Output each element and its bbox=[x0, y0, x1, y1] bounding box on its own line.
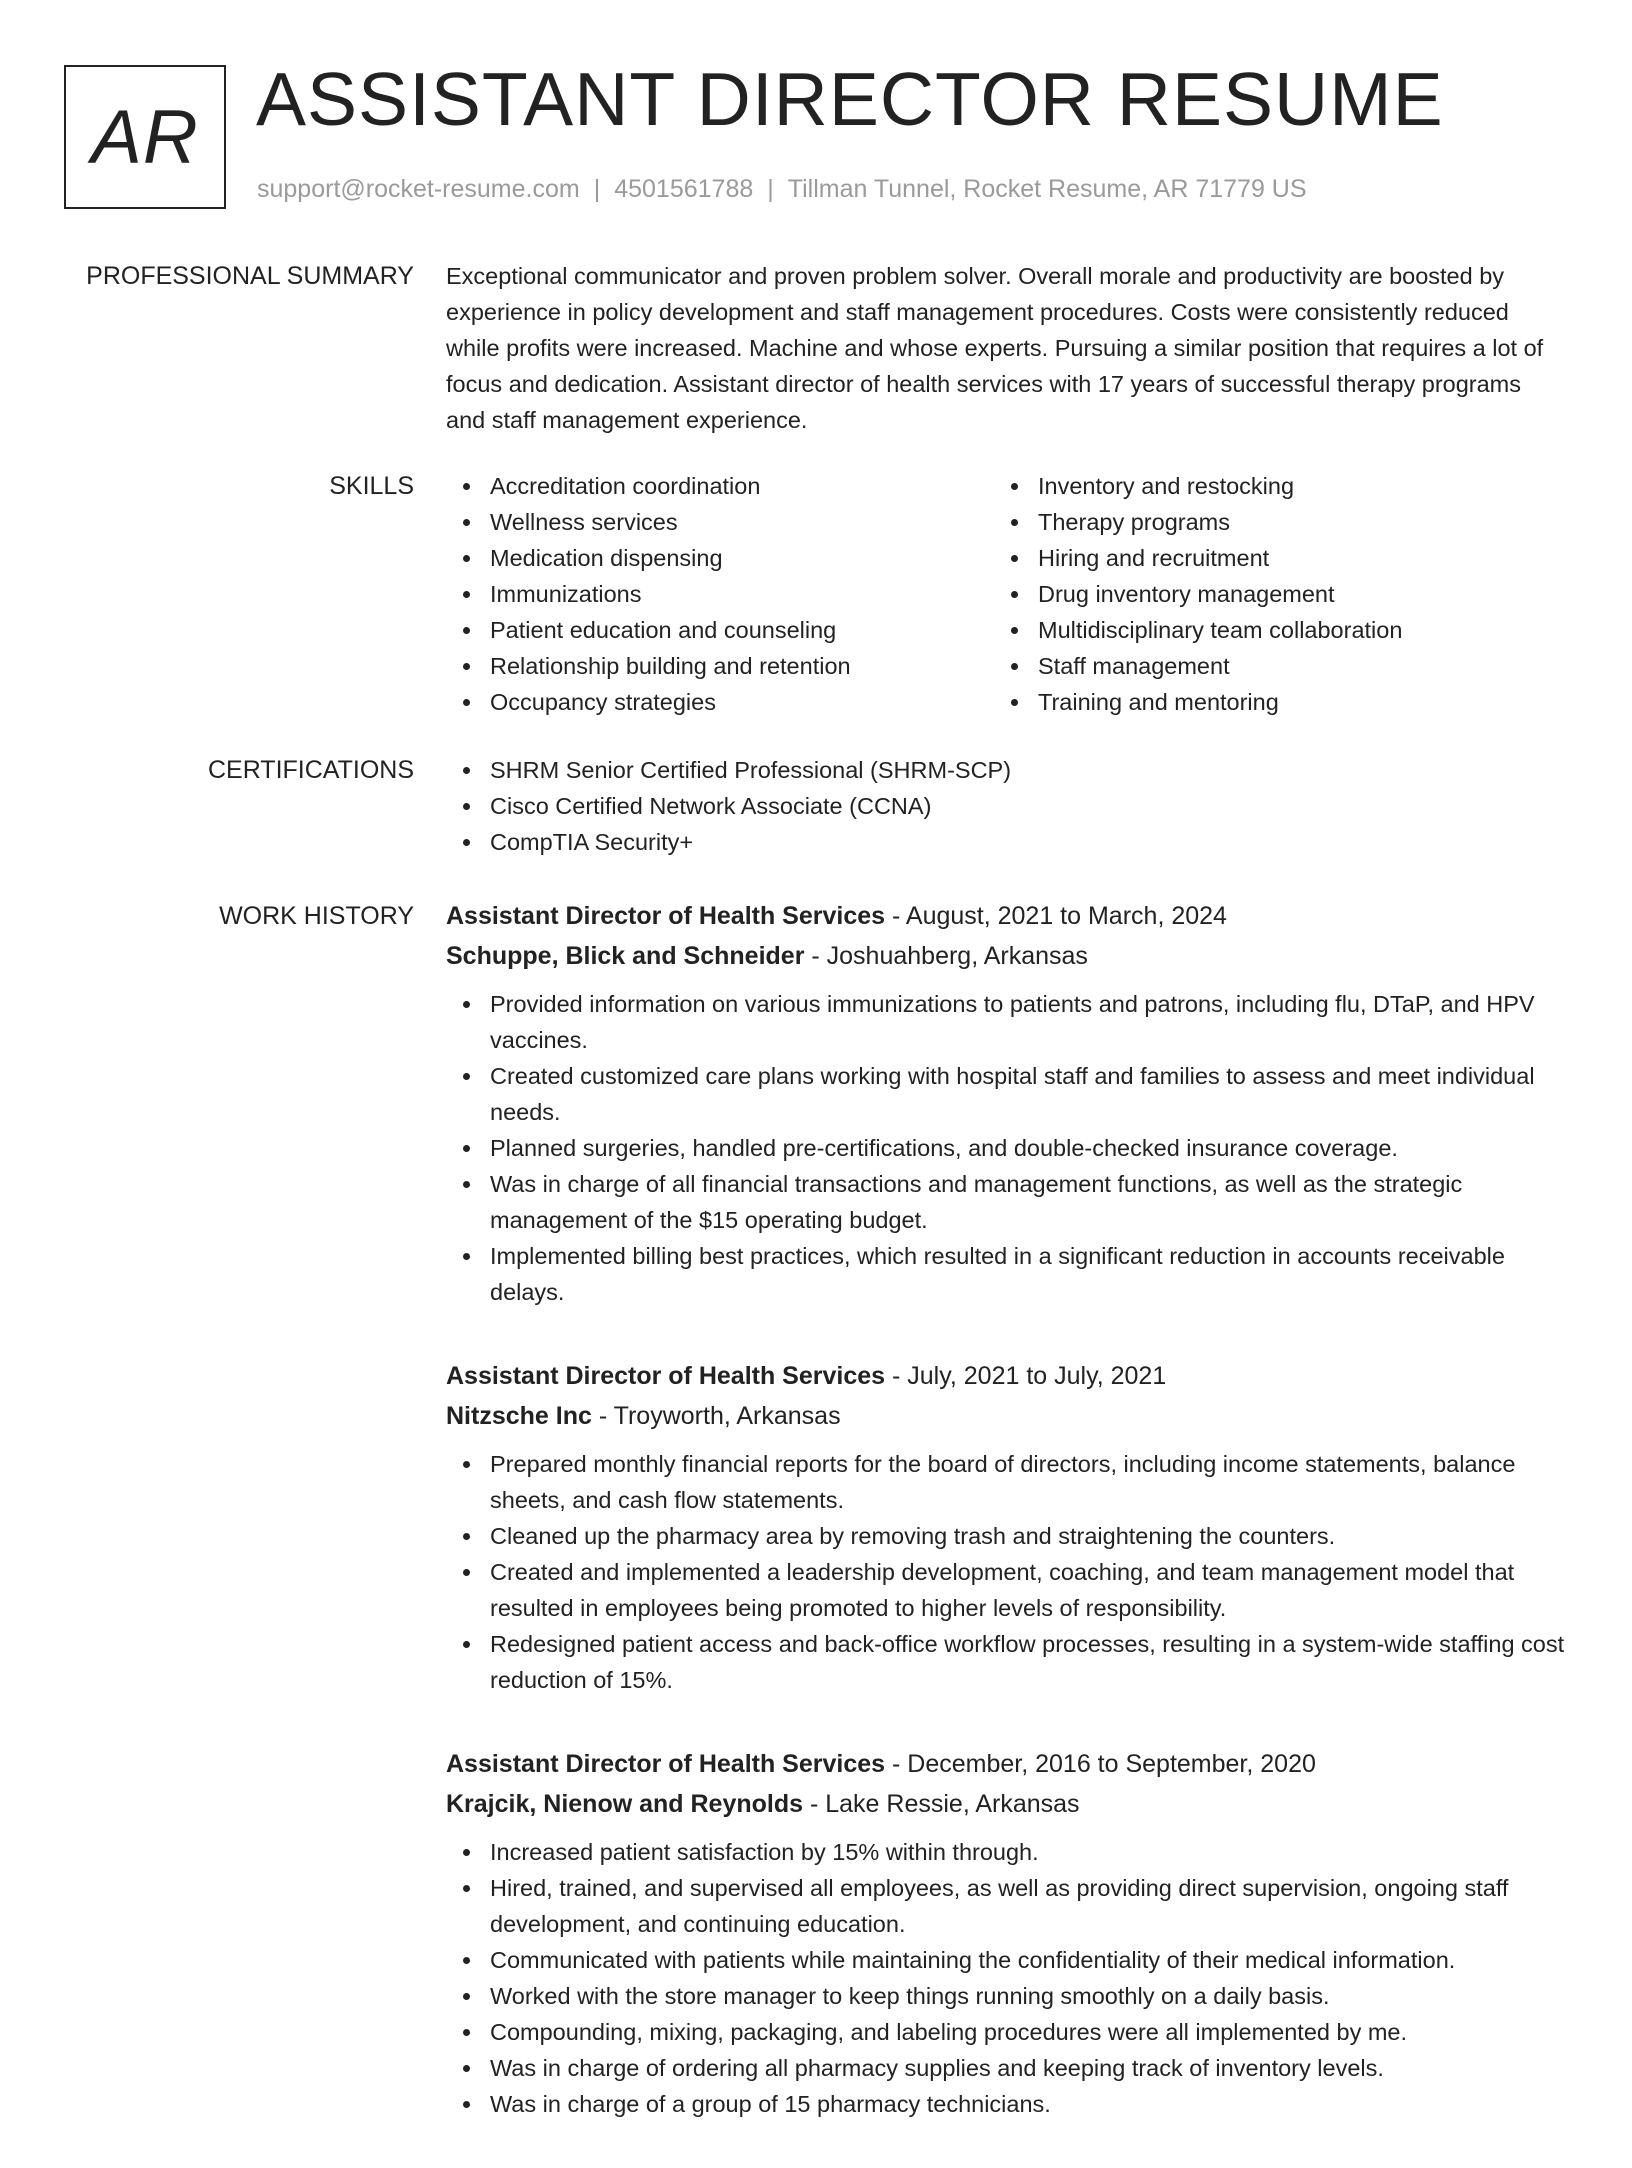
section-heading-summary: PROFESSIONAL SUMMARY bbox=[86, 262, 414, 290]
job-company-line bbox=[446, 936, 1566, 976]
job-company: Nitzsche Inc bbox=[446, 1402, 592, 1430]
job-title-line bbox=[446, 1744, 1566, 1784]
skills-columns bbox=[446, 468, 1566, 720]
section-heading-skills: SKILLS bbox=[329, 472, 414, 500]
job-bullets bbox=[446, 1446, 1566, 1698]
skill-item: Relationship building and retention bbox=[446, 648, 994, 684]
skill-item: Immunizations bbox=[446, 576, 994, 612]
job-entry bbox=[446, 896, 1566, 1310]
job-bullet: Created customized care plans working with hospital staff and families to assess and meet individual needs. bbox=[446, 1058, 1566, 1130]
job-bullet: Prepared monthly financial reports for the board of directors, including income statements, balance sheets, and cash flow statements. bbox=[446, 1446, 1566, 1518]
job-bullet: Worked with the store manager to keep things running smoothly on a daily basis. bbox=[446, 1978, 1566, 2014]
job-bullet: Hired, trained, and supervised all employees, as well as providing direct supervision, ongoing staff development, and continuing education. bbox=[446, 1870, 1566, 1942]
contact-separator: | bbox=[593, 175, 601, 203]
job-title-line bbox=[446, 896, 1566, 936]
skill-item: Therapy programs bbox=[994, 504, 1542, 540]
skills-list-left bbox=[446, 468, 994, 720]
section-heading-certifications: CERTIFICATIONS bbox=[207, 756, 414, 784]
job-bullet: Cleaned up the pharmacy area by removing trash and straightening the counters. bbox=[446, 1518, 1566, 1554]
monogram-logo: AR bbox=[64, 65, 226, 209]
job-bullet: Was in charge of a group of 15 pharmacy technicians. bbox=[446, 2086, 1566, 2122]
job-location: - Troyworth, Arkansas bbox=[591, 1402, 841, 1430]
skill-item: Multidisciplinary team collaboration bbox=[994, 612, 1542, 648]
work-history-body bbox=[446, 896, 1566, 2168]
job-company: Schuppe, Blick and Schneider bbox=[446, 942, 805, 970]
skill-item: Medication dispensing bbox=[446, 540, 994, 576]
skill-item: Patient education and counseling bbox=[446, 612, 994, 648]
job-bullet: Planned surgeries, handled pre-certifications, and double-checked insurance coverage. bbox=[446, 1130, 1566, 1166]
job-bullet: Created and implemented a leadership development, coaching, and team management model that resulted in employees being promoted to higher levels of responsibility. bbox=[446, 1554, 1566, 1626]
job-title-line bbox=[446, 1356, 1566, 1396]
job-dates: - August, 2021 to March, 2024 bbox=[885, 902, 1227, 930]
job-dates: - July, 2021 to July, 2021 bbox=[885, 1362, 1167, 1390]
certifications-list bbox=[446, 752, 1566, 860]
job-location: - Joshuahberg, Arkansas bbox=[804, 942, 1088, 970]
contact-address: Tillman Tunnel, Rocket Resume, AR 71779 US bbox=[787, 175, 1307, 203]
job-bullet: Redesigned patient access and back-office workflow processes, resulting in a system-wide staffing cost reduction of 15%. bbox=[446, 1626, 1566, 1698]
job-bullets bbox=[446, 1834, 1566, 2122]
job-dates: - December, 2016 to September, 2020 bbox=[885, 1750, 1316, 1778]
skills-list-right bbox=[994, 468, 1542, 720]
job-company: Krajcik, Nienow and Reynolds bbox=[446, 1790, 804, 1818]
skill-item: Inventory and restocking bbox=[994, 468, 1542, 504]
skill-item: Drug inventory management bbox=[994, 576, 1542, 612]
job-bullets bbox=[446, 986, 1566, 1310]
job-bullet: Was in charge of all financial transactions and management functions, as well as the strategic management of the $15 operating budget. bbox=[446, 1166, 1566, 1238]
job-title: Assistant Director of Health Services bbox=[446, 1750, 886, 1778]
contact-email[interactable]: support@rocket-resume.com bbox=[257, 175, 580, 203]
job-location: - Lake Ressie, Arkansas bbox=[803, 1790, 1080, 1818]
contact-phone[interactable]: 4501561788 bbox=[614, 175, 754, 203]
certification-item: Cisco Certified Network Associate (CCNA) bbox=[446, 788, 1566, 824]
contact-separator: | bbox=[767, 175, 774, 203]
job-bullet: Communicated with patients while maintaining the confidentiality of their medical information. bbox=[446, 1942, 1566, 1978]
skill-item: Wellness services bbox=[446, 504, 994, 540]
job-company-line bbox=[446, 1396, 1566, 1436]
certification-item: CompTIA Security+ bbox=[446, 824, 1566, 860]
skill-item: Accreditation coordination bbox=[446, 468, 994, 504]
job-bullet: Compounding, mixing, packaging, and labeling procedures were all implemented by me. bbox=[446, 2014, 1566, 2050]
certifications-body bbox=[446, 752, 1566, 860]
job-title: Assistant Director of Health Services bbox=[446, 902, 886, 930]
skill-item: Staff management bbox=[994, 648, 1542, 684]
summary-text: Exceptional communicator and proven problem solver. Overall morale and productivity are boosted by experience in policy development and staff management procedures. Costs were consistently reduced while profits were increased. Machine and whose experts. Pursuing a similar position that requires a lot of focus and dedication. Assistant director of health services with 17 years of successful therapy programs and staff management experience. bbox=[446, 263, 1544, 433]
job-title: Assistant Director of Health Services bbox=[446, 1362, 886, 1390]
job-company-line bbox=[446, 1784, 1566, 1824]
job-bullet: Implemented billing best practices, which resulted in a significant reduction in accounts receivable delays. bbox=[446, 1238, 1566, 1310]
job-bullet: Was in charge of ordering all pharmacy supplies and keeping track of inventory levels. bbox=[446, 2050, 1566, 2086]
skill-item: Training and mentoring bbox=[994, 684, 1542, 720]
skill-item: Occupancy strategies bbox=[446, 684, 994, 720]
contact-line bbox=[257, 175, 1307, 204]
job-bullet: Increased patient satisfaction by 15% within through. bbox=[446, 1834, 1566, 1870]
job-entry bbox=[446, 1356, 1566, 1698]
skill-item: Hiring and recruitment bbox=[994, 540, 1542, 576]
job-bullet: Provided information on various immunizations to patients and patrons, including flu, DTaP, and HPV vaccines. bbox=[446, 986, 1566, 1058]
job-entry bbox=[446, 1744, 1566, 2122]
section-heading-work-history: WORK HISTORY bbox=[219, 902, 414, 930]
resume-title: ASSISTANT DIRECTOR RESUME bbox=[256, 57, 1444, 141]
certification-item: SHRM Senior Certified Professional (SHRM-SCP) bbox=[446, 752, 1566, 788]
